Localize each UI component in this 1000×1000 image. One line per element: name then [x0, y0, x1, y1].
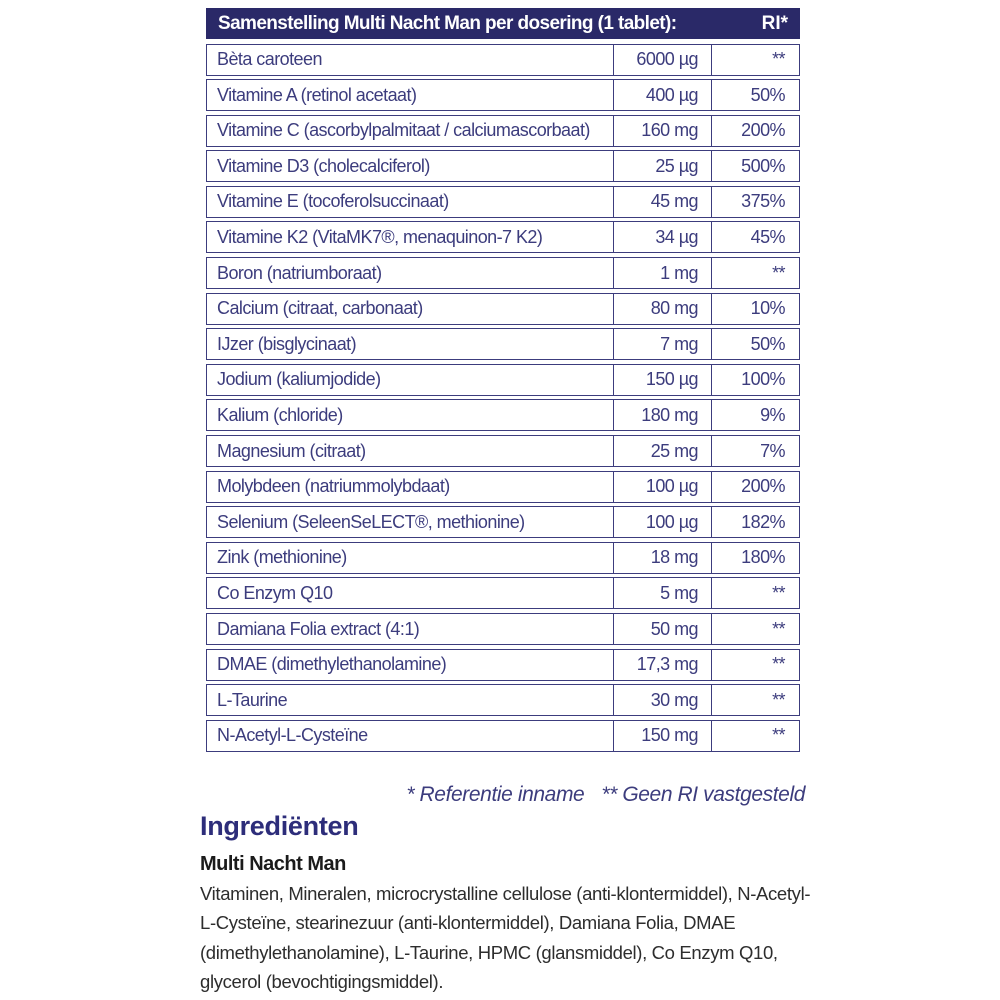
ingredient-ri: 45% — [711, 222, 799, 252]
ingredient-name: Zink (methionine) — [217, 547, 347, 568]
ingredient-name: Co Enzym Q10 — [217, 582, 333, 603]
ingredient-ri: ** — [711, 685, 799, 715]
table-body — [206, 44, 800, 752]
ingredient-amount: 18 mg — [613, 543, 711, 573]
ingredient-amount: 100 µg — [613, 507, 711, 537]
ingredient-ri: 180% — [711, 543, 799, 573]
table-row — [206, 435, 800, 467]
ingredient-amount: 25 µg — [613, 151, 711, 181]
ingredient-ri: 100% — [711, 365, 799, 395]
table-row — [206, 577, 800, 609]
ingredient-ri: 50% — [711, 80, 799, 110]
ingredient-amount: 80 mg — [613, 294, 711, 324]
ingredient-amount: 30 mg — [613, 685, 711, 715]
table-row — [206, 186, 800, 218]
ingredient-amount: 6000 µg — [613, 45, 711, 75]
ingredient-ri: 200% — [711, 116, 799, 146]
ingredient-amount: 25 mg — [613, 436, 711, 466]
table-header — [206, 8, 800, 39]
ingredient-amount: 34 µg — [613, 222, 711, 252]
table-row — [206, 684, 800, 716]
ingredient-ri: 50% — [711, 329, 799, 359]
table-title: Samenstelling Multi Nacht Man per dosering (1 tablet): — [218, 12, 677, 34]
ingredient-name: Damiana Folia extract (4:1) — [217, 618, 420, 639]
table-row — [206, 150, 800, 182]
ingredients-text: Vitaminen, Mineralen, microcrystalline cellulose (anti-klontermiddel), N-Acetyl-L-Cysteïne, stearinezuur (anti-klontermiddel), Damiana Folia, DMAE (dimethylethanolamine), L-Taurine, HPMC (glansmiddel), Co Enzym Q10, glycerol (bevochtigingsmiddel). — [200, 883, 811, 993]
table-row — [206, 221, 800, 253]
ingredient-ri: ** — [711, 578, 799, 608]
ingredient-amount: 400 µg — [613, 80, 711, 110]
ingredient-name: Bèta caroteen — [217, 49, 322, 69]
ingredient-ri: ** — [711, 650, 799, 680]
ingredient-amount: 17,3 mg — [613, 650, 711, 680]
ingredient-name: Calcium (citraat, carbonaat) — [217, 298, 423, 319]
footnote — [406, 783, 805, 807]
ingredient-name: N-Acetyl-L-Cysteïne — [217, 725, 368, 746]
ingredient-name: Vitamine D3 (cholecalciferol) — [217, 155, 430, 176]
ingredient-ri: 375% — [711, 187, 799, 217]
ingredient-name: Magnesium (citraat) — [217, 440, 366, 461]
ingredient-name: Vitamine K2 (VitaMK7®, menaquinon-7 K2) — [217, 226, 543, 247]
table-row — [206, 115, 800, 147]
ingredient-ri: 500% — [711, 151, 799, 181]
ingredient-ri: 7% — [711, 436, 799, 466]
ingredient-amount: 50 mg — [613, 614, 711, 644]
table-row — [206, 399, 800, 431]
ingredient-name: DMAE (dimethylethanolamine) — [217, 654, 447, 675]
ingredient-amount: 100 µg — [613, 472, 711, 502]
ingredient-amount: 160 mg — [613, 116, 711, 146]
ingredient-name: Vitamine A (retinol acetaat) — [217, 84, 417, 105]
ingredient-amount: 5 mg — [613, 578, 711, 608]
ingredient-amount: 150 µg — [613, 365, 711, 395]
table-row — [206, 649, 800, 681]
ingredient-name: Vitamine E (tocoferolsuccinaat) — [217, 191, 449, 212]
ingredient-ri: 10% — [711, 294, 799, 324]
ingredient-amount: 150 mg — [613, 721, 711, 751]
table-row — [206, 44, 800, 76]
ingredient-ri: ** — [711, 614, 799, 644]
ingredient-ri: ** — [711, 721, 799, 751]
ingredient-ri: ** — [711, 45, 799, 75]
ingredient-name: Boron (natriumboraat) — [217, 262, 382, 283]
table-row — [206, 542, 800, 574]
table-row — [206, 613, 800, 645]
table-row — [206, 364, 800, 396]
table-row — [206, 328, 800, 360]
ingredient-name: IJzer (bisglycinaat) — [217, 333, 357, 354]
ingredient-amount: 45 mg — [613, 187, 711, 217]
composition-table — [206, 8, 800, 752]
ingredients-heading: Ingrediënten — [200, 811, 359, 841]
ingredient-name: Jodium (kaliumjodide) — [217, 369, 381, 390]
product-name: Multi Nacht Man — [200, 853, 346, 875]
ingredient-name: Vitamine C (ascorbylpalmitaat / calciumascorbaat) — [217, 120, 590, 141]
ingredient-ri: 182% — [711, 507, 799, 537]
ri-column-header: RI* — [761, 12, 788, 34]
ingredient-ri: 9% — [711, 400, 799, 430]
ingredient-amount: 180 mg — [613, 400, 711, 430]
ingredient-amount: 1 mg — [613, 258, 711, 288]
footnote-reference-intake: * Referentie inname — [406, 783, 585, 806]
ingredient-name: Kalium (chloride) — [217, 404, 343, 425]
ingredient-amount: 7 mg — [613, 329, 711, 359]
ingredient-ri: 200% — [711, 472, 799, 502]
table-row — [206, 293, 800, 325]
table-row — [206, 471, 800, 503]
ingredient-name: L-Taurine — [217, 689, 288, 710]
table-row — [206, 720, 800, 752]
ingredient-ri: ** — [711, 258, 799, 288]
ingredient-name: Molybdeen (natriummolybdaat) — [217, 476, 450, 497]
ingredient-name: Selenium (SeleenSeLECT®, methionine) — [217, 511, 525, 532]
table-row — [206, 257, 800, 289]
table-row — [206, 79, 800, 111]
footnote-no-ri: ** Geen RI vastgesteld — [601, 783, 805, 806]
table-row — [206, 506, 800, 538]
